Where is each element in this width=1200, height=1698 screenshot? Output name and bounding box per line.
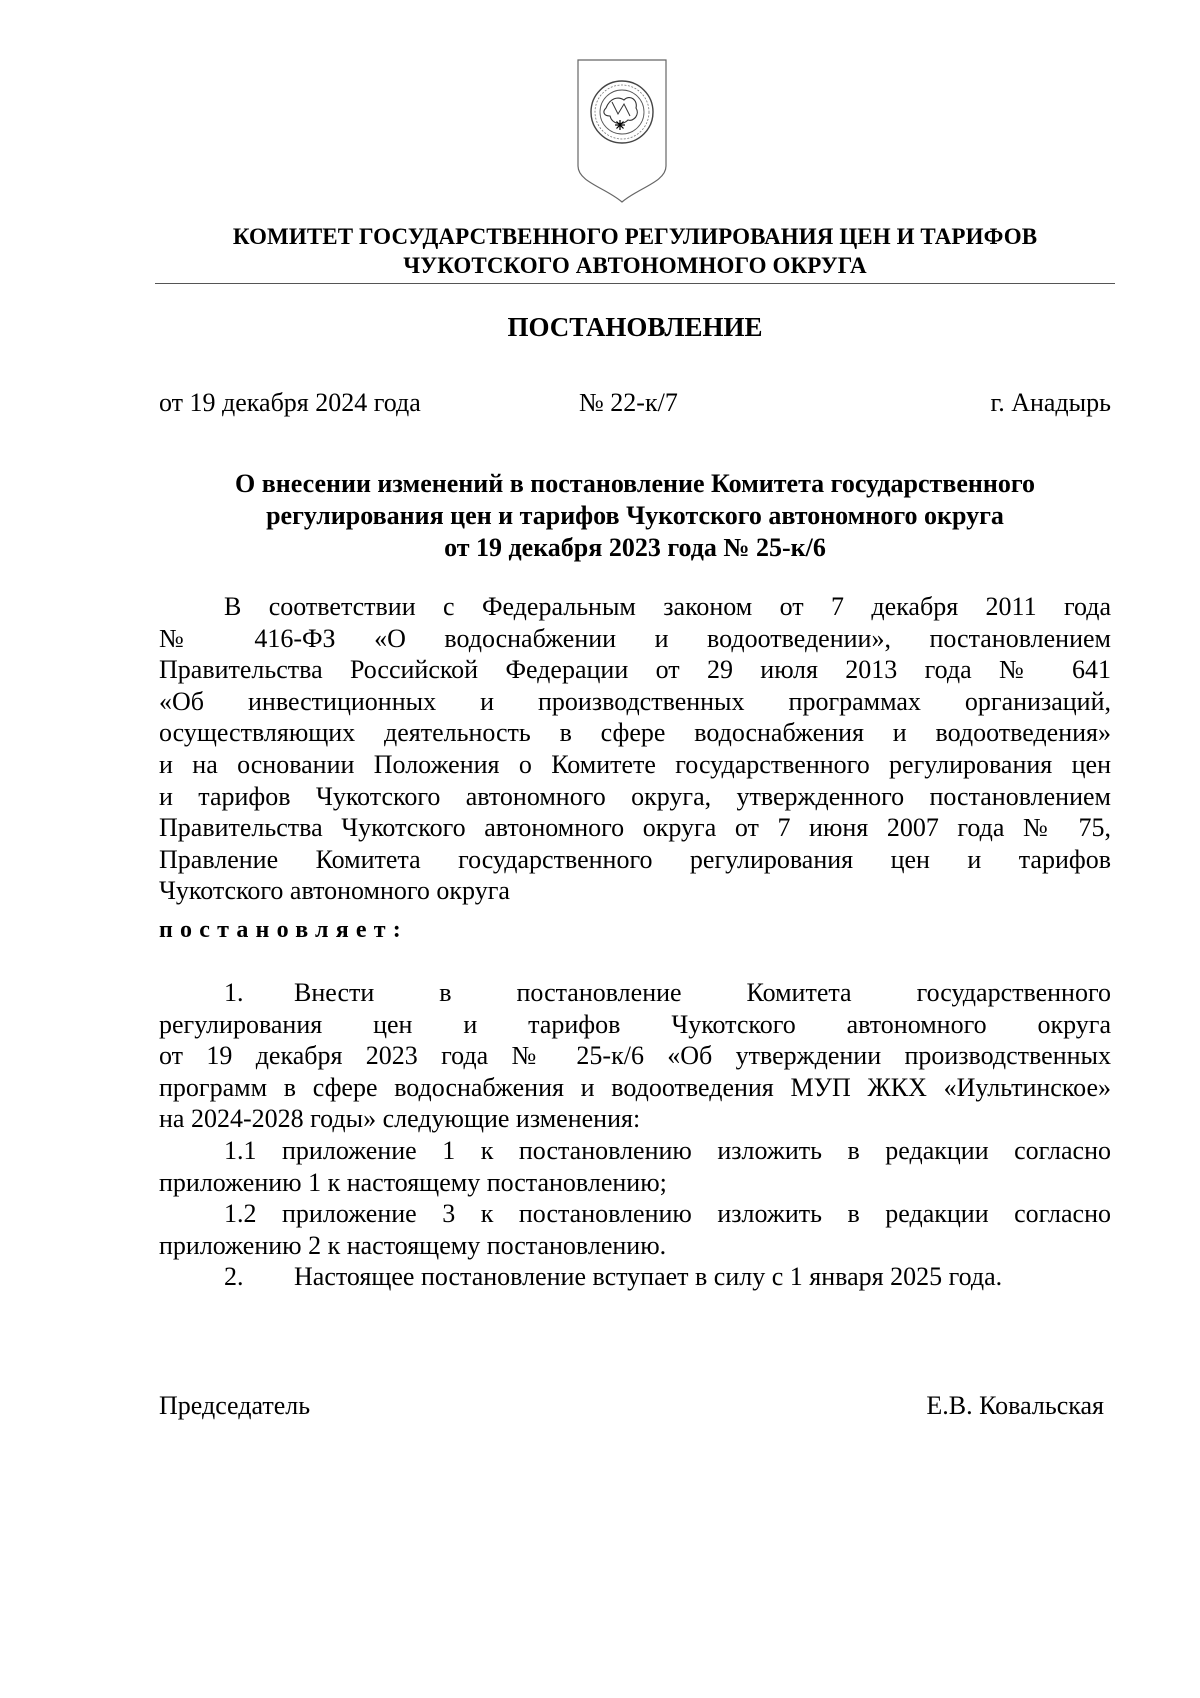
preamble-line: «Об инвестиционных и производственных программах организаций, xyxy=(159,686,1111,716)
document-number: № 22-к/7 xyxy=(579,388,678,417)
item-1-line: программ в сфере водоснабжения и водоотведения МУП ЖКХ «Иультинское» xyxy=(159,1072,1111,1102)
resolution-items xyxy=(159,977,1111,1293)
item-1-line: регулирования цен и тарифов Чукотского автономного округа xyxy=(159,1009,1111,1039)
document-date: от 19 декабря 2024 года xyxy=(159,388,421,417)
preamble-line: Правительства Российской Федерации от 29 июля 2013 года № 641 xyxy=(159,655,1111,685)
item-2-text: Настоящее постановление вступает в силу с 1 января 2025 года. xyxy=(294,1262,1003,1292)
subject-line: регулирования цен и тарифов Чукотского автономного округа xyxy=(266,501,1004,530)
item-1-line: от 19 декабря 2023 года № 25-к/6 «Об утверждении производственных xyxy=(159,1041,1111,1071)
document-city: г. Анадырь xyxy=(990,388,1111,417)
subitem-1-1-line: 1.1 приложение 1 к постановлению изложить в редакции согласно xyxy=(224,1135,1111,1165)
document-type-title: ПОСТАНОВЛЕНИЕ xyxy=(507,312,763,342)
coat-of-arms-emblem xyxy=(572,54,672,204)
preamble-line: Правительства Чукотского автономного округа от 7 июня 2007 года № 75, xyxy=(159,813,1111,843)
preamble-line: осуществляющих деятельность в сфере водоснабжения и водоотведения» xyxy=(159,718,1111,748)
item-1-line: Внести в постановление Комитета государственного xyxy=(294,978,1111,1007)
item-1-first-line xyxy=(159,977,1111,1009)
subitem-1-2-line: приложению 2 к настоящему постановлению. xyxy=(159,1230,667,1260)
subject-line: от 19 декабря 2023 года № 25-к/6 xyxy=(444,533,826,562)
subitem-1-2-line: 1.2 приложение 3 к постановлению изложить в редакции согласно xyxy=(224,1199,1111,1229)
document-subject xyxy=(155,468,1115,564)
preamble-line: и на основании Положения о Комитете государственного регулирования цен xyxy=(159,749,1111,779)
subject-line: О внесении изменений в постановление Комитета государственного xyxy=(234,469,1036,498)
item-number: 1. xyxy=(224,978,244,1007)
preamble xyxy=(159,591,1111,907)
preamble-line: В соответствии с Федеральным законом от 7 декабря 2011 года xyxy=(224,592,1111,621)
signatory-name: Е.В. Ковальская xyxy=(926,1391,1104,1420)
resolves-word: постановляет: xyxy=(159,917,408,943)
subitem-1-1-line: приложению 1 к настоящему постановлению; xyxy=(159,1167,667,1197)
preamble-line: Правление Комитета государственного регулирования цен и тарифов xyxy=(159,844,1111,874)
item-2 xyxy=(159,1261,1111,1293)
org-name-line-1: КОМИТЕТ ГОСУДАРСТВЕННОГО РЕГУЛИРОВАНИЯ ЦЕН И ТАРИФОВ xyxy=(232,224,1038,249)
header-divider xyxy=(155,283,1115,284)
item-number: 2. xyxy=(224,1262,244,1292)
item-1-line: на 2024-2028 годы» следующие изменения: xyxy=(159,1104,641,1134)
signatory-role: Председатель xyxy=(159,1391,311,1420)
preamble-line: и тарифов Чукотского автономного округа, утвержденного постановлением xyxy=(159,781,1111,811)
org-name-line-2: ЧУКОТСКОГО АВТОНОМНОГО ОКРУГА xyxy=(403,253,867,278)
preamble-line: № 416-ФЗ «О водоснабжении и водоотведении», постановлением xyxy=(159,623,1111,653)
preamble-line: Чукотского автономного округа xyxy=(159,876,510,906)
